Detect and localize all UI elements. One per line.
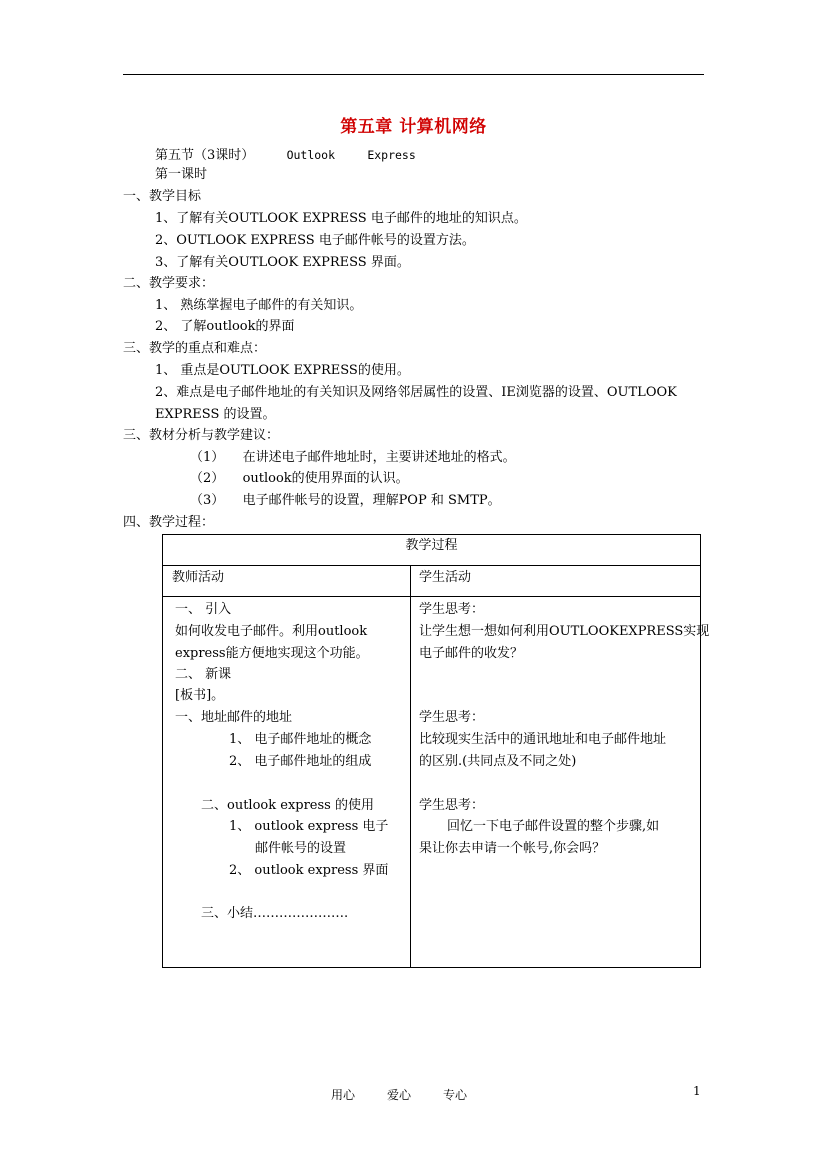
lesson-label: 第一课时 (155, 167, 208, 182)
keypoint-item: EXPRESS 的设置。 (155, 407, 276, 422)
teacher-line: 三、小结…………………. (201, 906, 349, 921)
requirement-item: 2、 了解outlook的界面 (155, 319, 295, 334)
process-heading: 四、教学过程： (123, 515, 215, 530)
student-line: 让学生想一想如何利用OUTLOOKEXPRESS实现 (419, 624, 710, 639)
keypoints-heading: 三、教学的重点和难点： (123, 341, 267, 356)
teacher-line: express能方便地实现这个功能。 (175, 646, 369, 661)
goal-item: 3、了解有关OUTLOOK EXPRESS 界面。 (155, 255, 410, 270)
student-line: 比较现实生活中的通讯地址和电子邮件地址 (419, 732, 667, 747)
section-app-1: Outlook (286, 148, 336, 162)
footer-item: 专心 (443, 1088, 468, 1102)
teacher-line: 如何收发电子邮件。利用outlook (175, 624, 368, 639)
teacher-line: 一、地址邮件的地址 (175, 710, 293, 725)
teacher-line: 二、outlook express 的使用 (201, 798, 374, 813)
requirements-heading: 二、教学要求： (123, 276, 215, 291)
student-line: 果让你去申请一个帐号,你会吗？ (419, 841, 606, 856)
analysis-num: （3） (190, 493, 225, 508)
process-table (162, 534, 710, 968)
keypoint-item: 2、难点是电子邮件地址的有关知识及网络邻居属性的设置、IE浏览器的设置、OUTLOOK (155, 385, 677, 400)
teacher-line: 一、 引入 (175, 602, 232, 617)
teacher-line: 二、 新课 (175, 667, 232, 682)
analysis-text: 电子邮件帐号的设置，理解POP 和 SMTP。 (242, 493, 501, 508)
analysis-item (190, 449, 516, 467)
teacher-line: [板书]。 (175, 688, 225, 703)
header-rule (123, 74, 704, 75)
col-student-header: 学生活动 (411, 566, 701, 597)
teacher-line: 2、 outlook express 界面 (229, 863, 389, 878)
section-line (155, 146, 416, 165)
analysis-item (190, 492, 501, 510)
student-line: 学生思考： (419, 710, 485, 725)
page-number: 1 (693, 1084, 701, 1098)
teacher-line: 邮件帐号的设置 (255, 841, 347, 856)
analysis-num: （2） (190, 471, 225, 486)
analysis-item (190, 470, 409, 488)
student-line: 电子邮件的收发？ (419, 646, 524, 661)
student-line: 学生思考： (419, 602, 485, 617)
goal-item: 1、了解有关OUTLOOK EXPRESS 电子邮件的地址的知识点。 (155, 211, 527, 226)
page-title: 第五章 计算机网络 (340, 117, 487, 137)
analysis-num: （1） (190, 450, 225, 465)
analysis-heading: 三、教材分析与教学建议： (123, 428, 280, 443)
analysis-text: 在讲述电子邮件地址时，主要讲述地址的格式。 (242, 450, 516, 465)
student-line: 回忆一下电子邮件设置的整个步骤,如 (447, 819, 660, 834)
analysis-text: outlook的使用界面的认识。 (242, 471, 409, 486)
goal-item: 2、OUTLOOK EXPRESS 电子邮件帐号的设置方法。 (155, 233, 475, 248)
student-cell (411, 597, 710, 968)
section-name: 第五节（3课时） (155, 148, 255, 163)
student-line: 学生思考： (419, 798, 485, 813)
keypoint-item: 1、 重点是OUTLOOK EXPRESS的使用。 (155, 363, 410, 378)
teacher-cell (163, 597, 411, 968)
teacher-line: 1、 outlook express 电子 (229, 819, 389, 834)
footer-item: 用心 (331, 1088, 356, 1102)
col-teacher-header: 教师活动 (163, 566, 411, 597)
requirement-item: 1、 熟练掌握电子邮件的有关知识。 (155, 298, 363, 313)
teacher-line: 2、 电子邮件地址的组成 (229, 754, 372, 769)
teacher-line: 1、 电子邮件地址的概念 (229, 732, 372, 747)
goals-heading: 一、教学目标 (123, 189, 202, 204)
footer-item: 爱心 (387, 1088, 412, 1102)
section-app-2: Express (367, 148, 416, 162)
table-title: 教学过程 (163, 535, 701, 566)
student-line: 的区别.(共同点及不同之处) (419, 754, 577, 769)
